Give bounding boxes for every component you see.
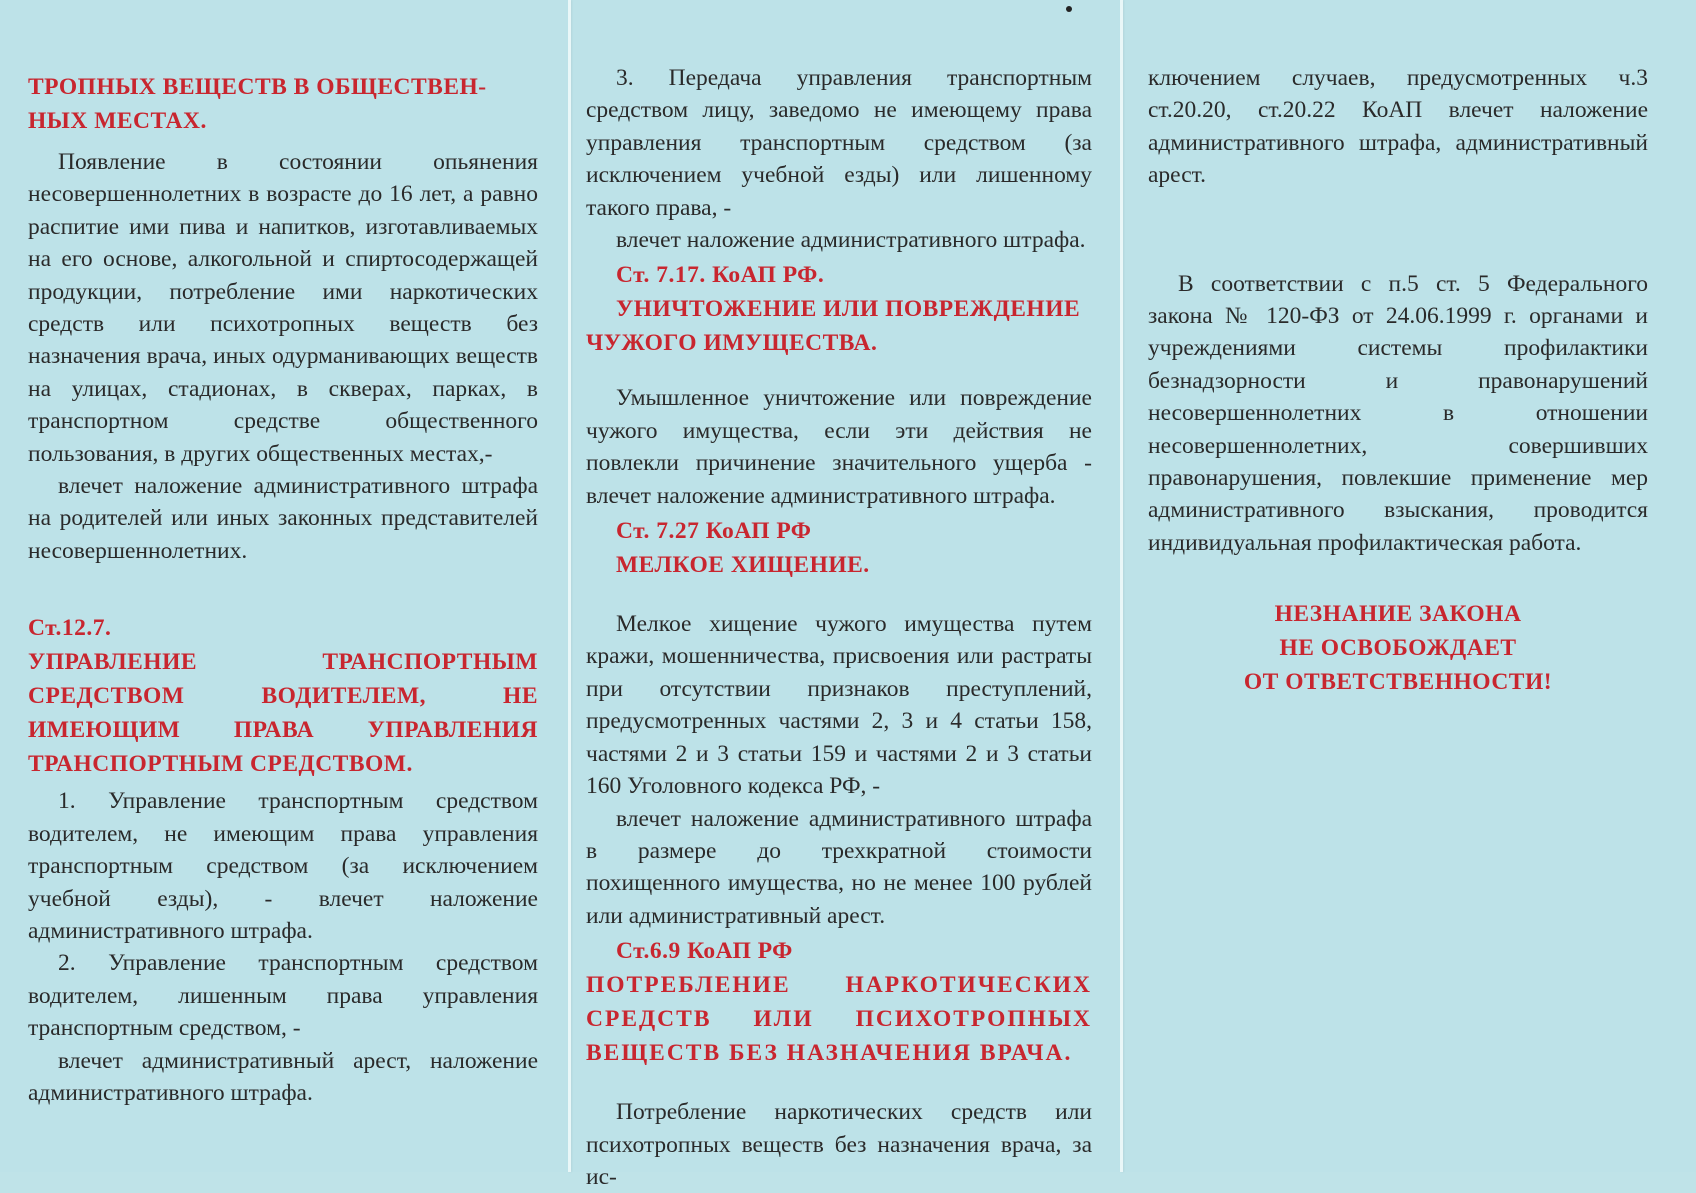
- item-2: 2. Управление транспортным средством водителем, лишенным права управления транспортным средством, -: [28, 950, 538, 1042]
- panel-middle: [586, 0, 1092, 1193]
- fold-line-left: [568, 0, 571, 1172]
- slogan-line-3: ОТ ОТВЕТСТВЕННОСТИ!: [1243, 669, 1553, 696]
- paragraph-penalty-parents: влечет наложение административного штрафа на родителей или иных законных представителей несовершеннолетних.: [28, 473, 538, 564]
- article-title-12-7: УПРАВЛЕНИЕ ТРАНСПОРТНЫМ СРЕДСТВОМ ВОДИТЕЛЕМ, НЕ ИМЕЮЩИМ ПРАВА УПРАВЛЕНИЯ ТРАНСПОРТНЫМ СРЕДСТВОМ.: [28, 649, 538, 778]
- paragraph-intoxication: Появление в состоянии опьянения несовершеннолетних в возрасте до 16 лет, а равно распитие ими пива и напитков, изготавливаемых на его основе, алкогольной и спиртосодержащей продукции, потребление ими наркотических средств или психотропных веществ без назначения врача, иных одурманивающих веществ на улицах, стадионах, в скверах, парках, в транспортном средстве общественного пользования, в других общественных местах,-: [28, 149, 538, 467]
- article-penalty-7-27: влечет наложение административного штрафа в размере до трехкратной стоимости похищенного имущества, но не менее 100 рублей или административный арест.: [586, 805, 1092, 929]
- federal-law-paragraph: В соответствии с п.5 ст. 5 Федерального закона № 120-ФЗ от 24.06.1999 г. органами и учреждениями системы профилактики безнадзорности и правонарушений несовершеннолетних в отношении несовершеннолетних, совершивших правонарушения, повлекшие применение мер административного взыскания, проводится индивидуальная профилактическая работа.: [1148, 270, 1648, 556]
- item-1: 1. Управление транспортным средством водителем, не имеющим права управления транспортным средством (за исключением учебной езды), - влечет наложение административного штрафа.: [28, 788, 538, 944]
- item-2-penalty: влечет административный арест, наложение административного штрафа.: [28, 1047, 538, 1106]
- slogan-line-1: НЕЗНАНИЕ ЗАКОНА: [1274, 601, 1522, 628]
- item-3-penalty: влечет наложение административного штрафа.: [616, 227, 1086, 254]
- article-text-7-27: Мелкое хищение чужого имущества путем кражи, мошенничества, присвоения или растраты при отсутствии признаков преступлений, предусмотренных частями 2, 3 и 4 статьи 158, частями 2 и 3 статьи 159 и частями 2 и 3 статьи 160 Уголовного кодекса РФ, -: [586, 611, 1092, 800]
- article-text-6-9: Потребление наркотических средств или психотропных веществ без назначения врача, за ис-: [586, 1099, 1092, 1190]
- section-heading-continued: ТРОПНЫХ ВЕЩЕСТВ В ОБЩЕСТВЕН-НЫХ МЕСТАХ.: [28, 74, 487, 134]
- slogan-block: [1148, 597, 1648, 699]
- article-title-7-27: МЕЛКОЕ ХИЩЕНИЕ.: [616, 552, 870, 579]
- article-number-7-17: Ст. 7.17. КоАП РФ.: [616, 262, 825, 289]
- panel-left: [28, 0, 538, 1109]
- article-title-6-9: ПОТРЕБЛЕНИЕ НАРКОТИЧЕСКИХ СРЕДСТВ ИЛИ ПСИХОТРОПНЫХ ВЕЩЕСТВ БЕЗ НАЗНАЧЕНИЯ ВРАЧА.: [586, 972, 1092, 1067]
- panel-right: [1148, 0, 1648, 699]
- article-text-7-17: Умышленное уничтожение или повреждение чужого имущества, если эти действия не повлекли причинение значительного ущерба - влечет наложение административного штрафа.: [586, 385, 1092, 509]
- article-number-12-7: Ст.12.7.: [28, 615, 112, 642]
- article-number-7-27: Ст. 7.27 КоАП РФ: [616, 518, 812, 545]
- slogan-line-2: НЕ ОСВОБОЖДАЕТ: [1279, 635, 1517, 662]
- article-title-7-17: УНИЧТОЖЕНИЕ ИЛИ ПОВРЕЖДЕНИЕ ЧУЖОГО ИМУЩЕСТВА.: [586, 296, 1081, 357]
- article-number-6-9: Ст.6.9 КоАП РФ: [616, 938, 793, 965]
- article-continuation: ключением случаев, предусмотренных ч.3 ст.20.20, ст.20.22 КоАП влечет наложение административного штрафа, административный арест.: [1148, 65, 1648, 189]
- item-3: 3. Передача управления транспортным средством лицу, заведомо не имеющему права управления транспортным средством (за исключением учебной езды) или лишенному такого права, -: [586, 65, 1092, 221]
- fold-line-right: [1120, 0, 1123, 1172]
